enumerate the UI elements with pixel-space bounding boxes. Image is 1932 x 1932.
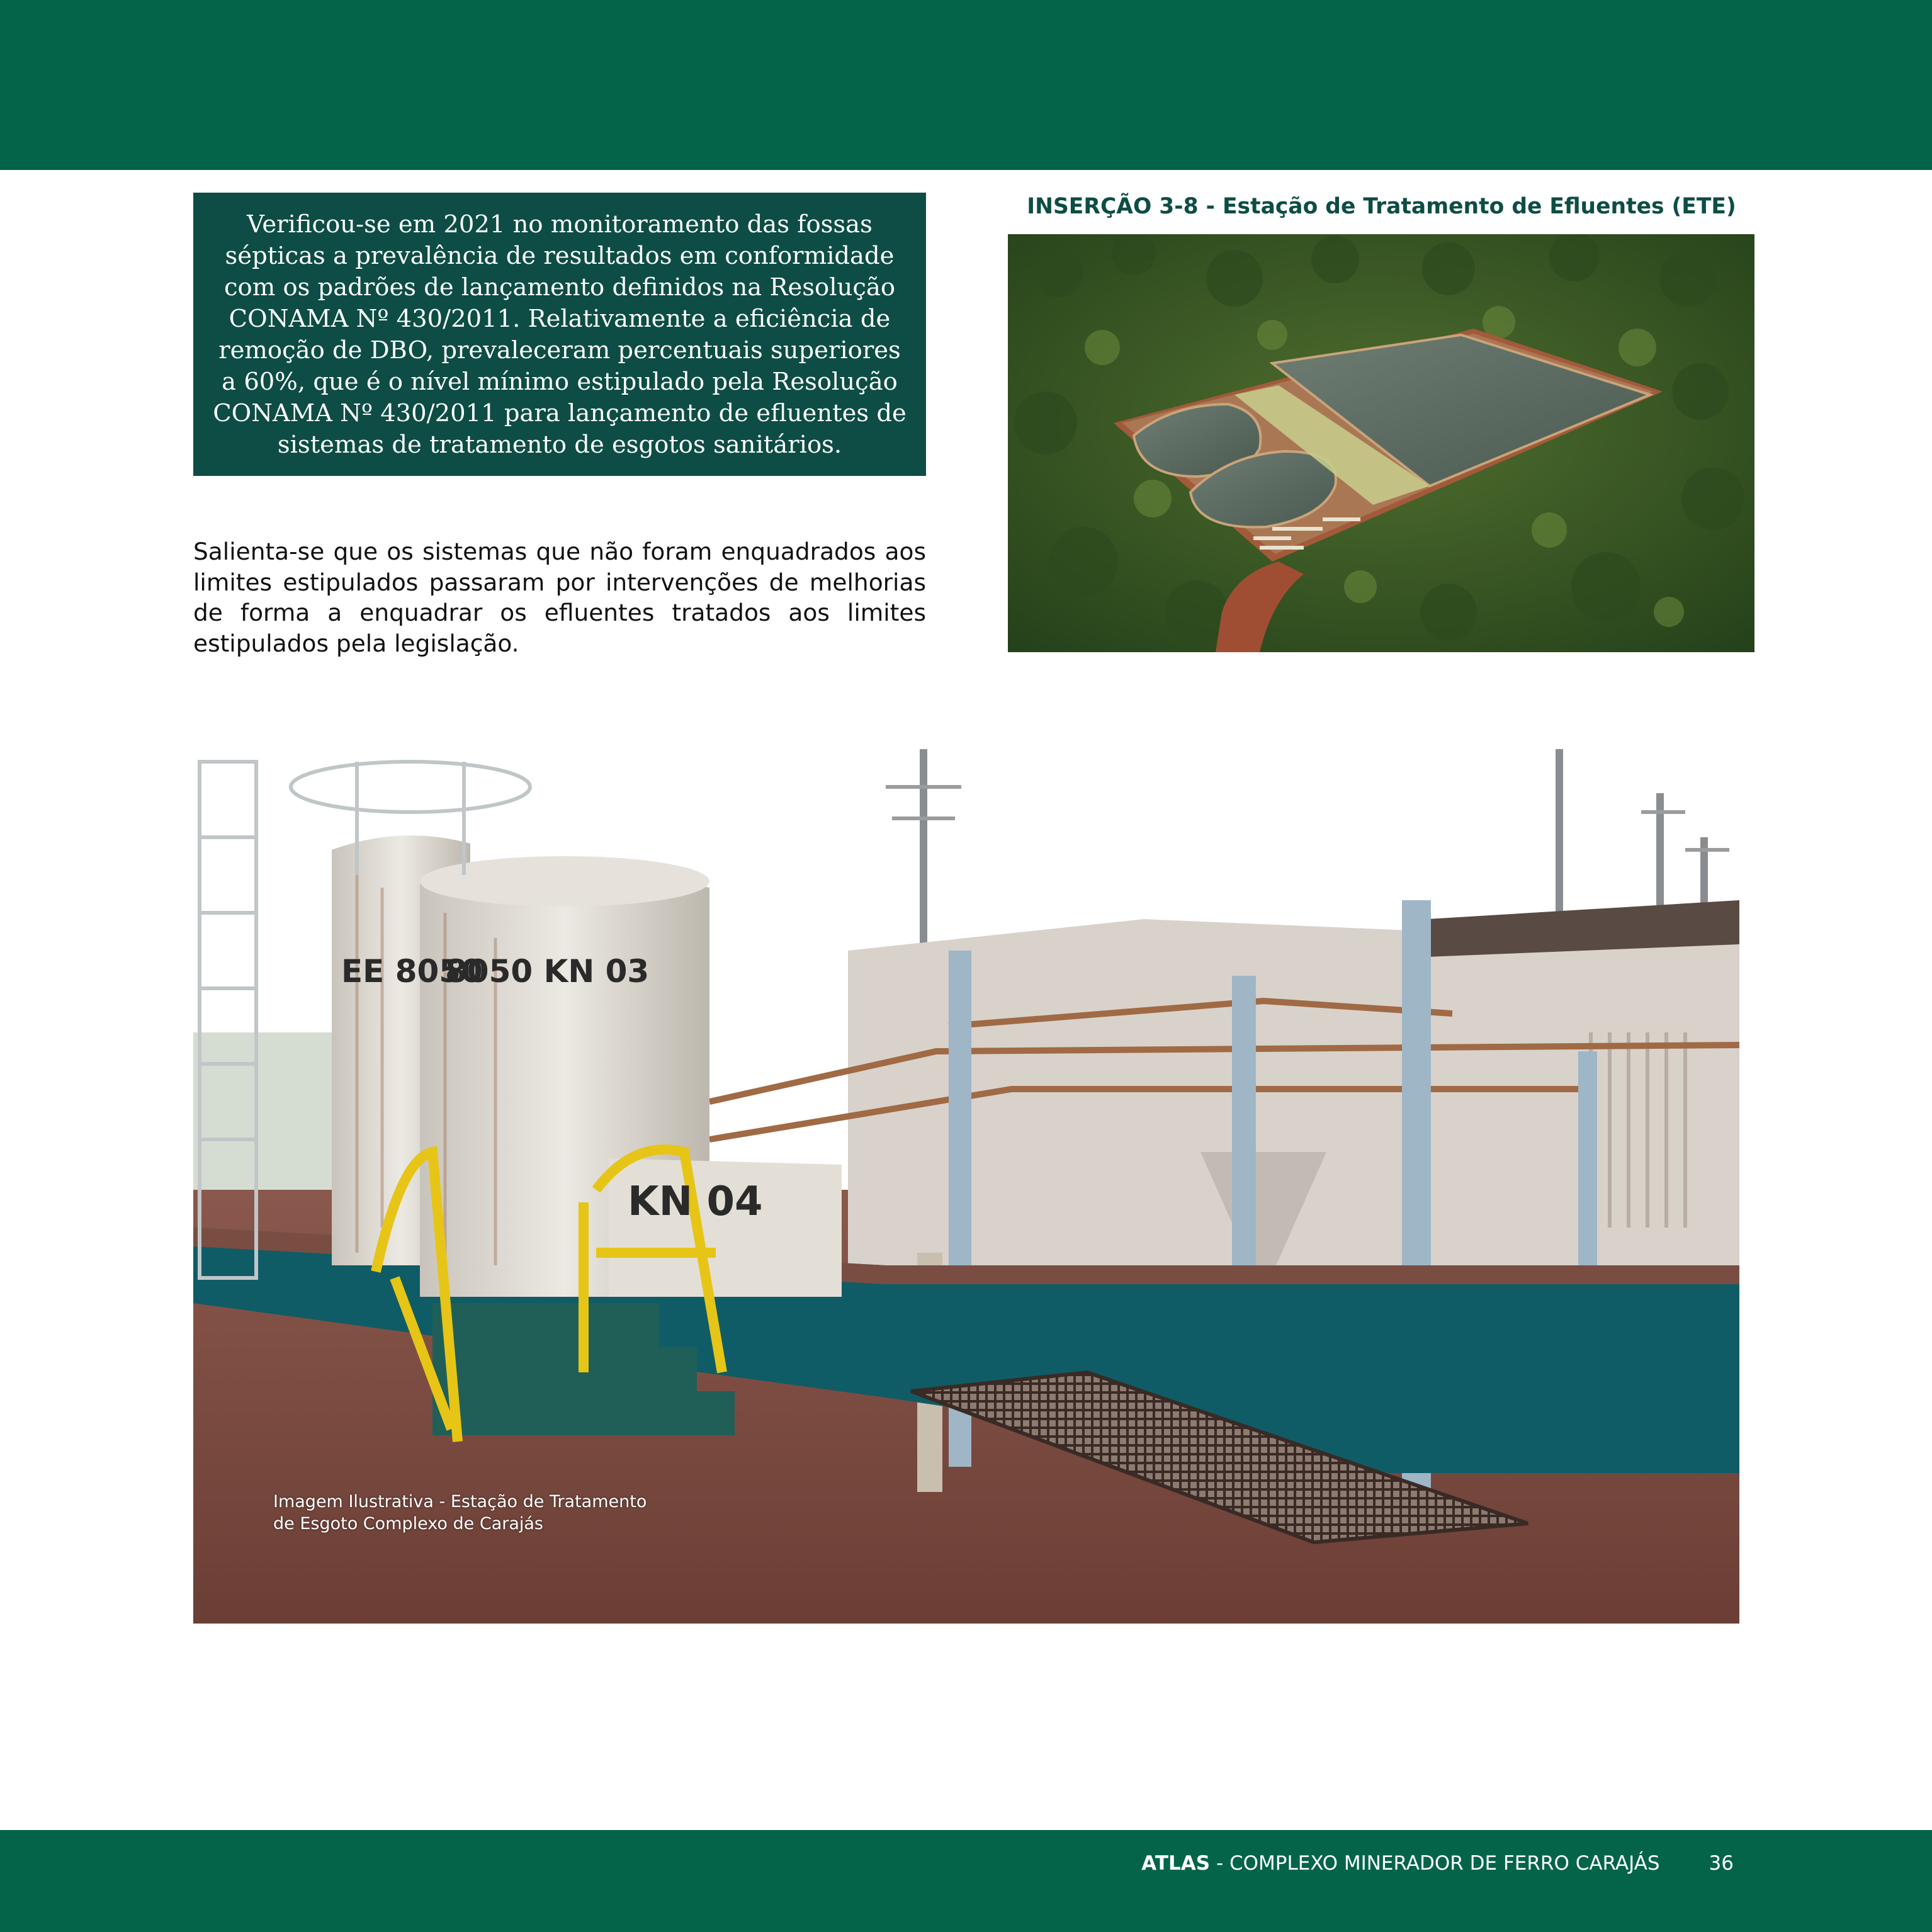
footer-band (0, 1830, 1932, 1932)
page-number: 36 (1709, 1852, 1734, 1875)
photo-caption (273, 1491, 714, 1535)
station-photo (193, 749, 1739, 1624)
tank-label-3: KN 04 (628, 1178, 763, 1225)
caption-line-1: Imagem Ilustrativa - Estação de Tratamento (273, 1492, 647, 1511)
footer-brand: ATLAS (1141, 1852, 1211, 1875)
footer (1141, 1852, 1734, 1875)
tank-label-1: EE 8050 (341, 953, 483, 990)
caption-line-2: de Esgoto Complexo de Carajás (273, 1514, 543, 1534)
aerial-photo (1008, 234, 1754, 652)
header-band (0, 0, 1932, 170)
body-paragraph: Salienta-se que os sistemas que não foram enquadrados aos limites estipulados passaram por intervenções de melhorias de forma a enquadrar os efluentes tratados aos limites estipulados pela legislação. (193, 538, 926, 657)
footer-title: - COMPLEXO MINERADOR DE FERRO CARAJÁS (1210, 1852, 1660, 1875)
highlight-box (193, 193, 926, 476)
tank-label-2: 8050 KN 03 (445, 953, 650, 990)
insert-title: INSERÇÃO 3-8 - Estação de Tratamento de Efluentes (ETE) (1027, 194, 1736, 219)
highlight-text: Verificou-se em 2021 no monitoramento das fossas sépticas a prevalência de resultados em conformidade com os padrões de lançamento definidos na Resolução CONAMA Nº 430/2011. Relativamente a eficiência de remoção de DBO, prevaleceram percentuais superiores a 60%, que é o nível mínimo estipulado pela Resolução CONAMA Nº 430/2011 para lançamento de efluentes de sistemas de tratamento de esgotos sanitários. (213, 210, 907, 459)
